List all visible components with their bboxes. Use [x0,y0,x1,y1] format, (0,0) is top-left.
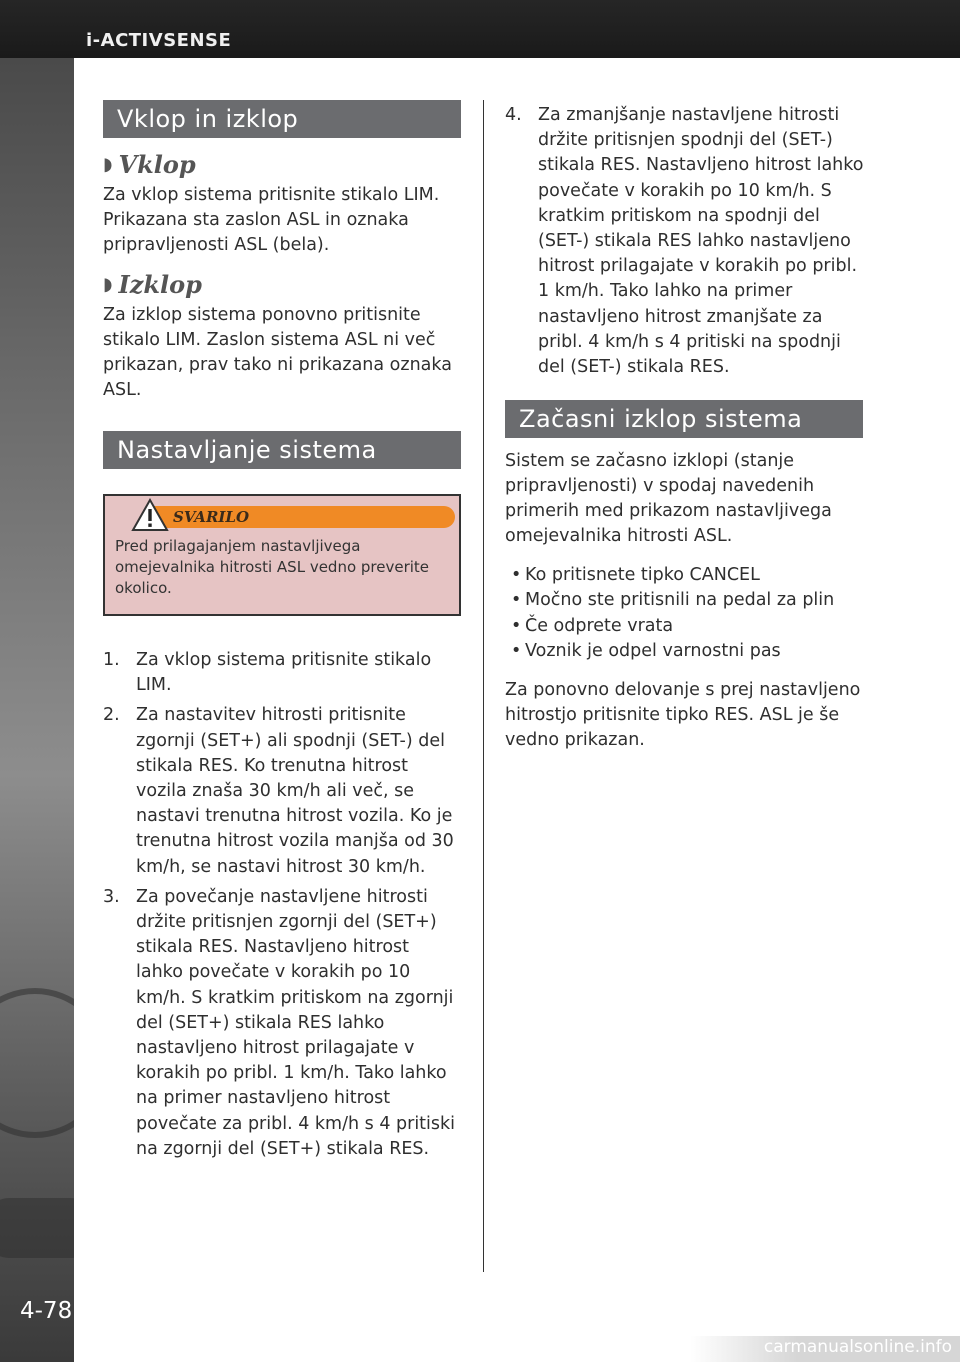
vklop-paragraph: Za vklop sistema pritisnite stikalo LIM. Prikazana sta zaslon ASL in oznaka pripravljenosti ASL (bela). [103,185,440,255]
step-number: 4. [505,105,522,125]
steps-list-continued [505,103,867,380]
list-item: • Močno ste pritisnili na pedal za plin [511,588,867,613]
subheading-vklop [103,150,461,179]
section-marker-icon: ◗ [103,154,113,175]
subheading-izklop [103,270,461,299]
warning-triangle-icon [131,498,169,532]
side-decorative-panel [0,58,74,1362]
top-header-bar [0,0,960,58]
bullet-list [511,563,867,664]
warning-label: SVARILO [173,508,250,526]
step-text: Za zmanjšanje nastavljene hitrosti držite pritisnjen spodnji del (SET-) stikala RES. Nastavljeno hitrost lahko povečate v korakih po 10 km/h. S kratkim pritiskom na spodnji del (SET-) stikala RES lahko nastavljeno hitrost prilagajate v korakih po pribl. 1 km/h. Tako lahko na primer nastavljeno hitrost zmanjšate za pribl. 4 km/h s 4 pritiski na spodnji del (SET-) stikala RES. [538,105,864,378]
list-item [103,885,461,1162]
watermark: carmanualsonline.info [690,1336,960,1362]
step-text: Za vklop sistema pritisnite stikalo LIM. [136,650,432,696]
column-divider [483,100,484,1272]
page-number: 4-78 [20,1298,73,1324]
right-column [505,100,867,753]
zacasni-outro-paragraph: Za ponovno delovanje s prej nastavljeno hitrostjo pritisnite tipko RES. ASL je še vedno prikazan. [505,680,861,751]
heading-zacasni-izklop: Začasni izklop sistema [505,400,863,438]
warning-header [143,506,455,528]
left-column [103,100,461,1167]
step-number: 2. [103,705,120,726]
step-number: 3. [103,886,120,907]
step-text: Za nastavitev hitrosti pritisnite zgornji (SET+) ali spodnji (SET-) del stikala RES. Ko trenutna hitrost vozila znaša 30 km/h ali več, se nastavi trenutna hitrost vozila. Ko je trenutna hitrost vozila manjša od 30 km/h, se nastavi hitrost 30 km/h. [136,705,454,877]
heading-nastavljanje-sistema: Nastavljanje sistema [103,431,461,469]
heading-vklop-in-izklop: Vklop in izklop [103,100,461,138]
list-item: • Če odprete vrata [511,614,867,639]
list-item [103,703,461,879]
list-item: • Ko pritisnete tipko CANCEL [511,563,867,588]
warning-text: Pred prilagajanjem nastavljivega omejevalnika hitrosti ASL vedno preverite okolico. [115,537,430,597]
section-marker-icon: ◗ [103,274,113,295]
zacasni-intro-paragraph: Sistem se začasno izklopi (stanje pripravljenosti) v spodaj navedenih primerih med prikazom nastavljivega omejevalnika hitrosti ASL. [505,451,832,547]
warning-box [103,494,461,616]
subheading-izklop-label: Izklop [118,270,202,299]
steps-list [103,648,461,1162]
step-text: Za povečanje nastavljene hitrosti držite pritisnjen zgornji del (SET+) stikala RES. Nastavljeno hitrost lahko povečate v korakih po 10 km/h. S kratkim pritiskom na zgornji del (SET+) stikala RES lahko nastavljeno hitrost prilagajate v korakih po pribl. 1 km/h. Tako lahko na primer nastavljeno hitrost povečate za pribl. 4 km/h s 4 pritiski na zgornji del (SET+) stikala RES. [136,886,456,1159]
izklop-paragraph: Za izklop sistema ponovno pritisnite stikalo LIM. Zaslon sistema ASL ni več prikazan, prav tako ni prikazana oznaka ASL. [103,305,452,400]
steering-wheel-graphic [0,988,74,1138]
list-item [505,103,867,380]
subheading-vklop-label: Vklop [118,150,196,179]
step-number: 1. [103,650,120,670]
console-graphic [0,1198,74,1258]
list-item: • Voznik je odpel varnostni pas [511,639,867,664]
section-title: i-ACTIVSENSE [86,30,232,51]
list-item [103,648,461,698]
